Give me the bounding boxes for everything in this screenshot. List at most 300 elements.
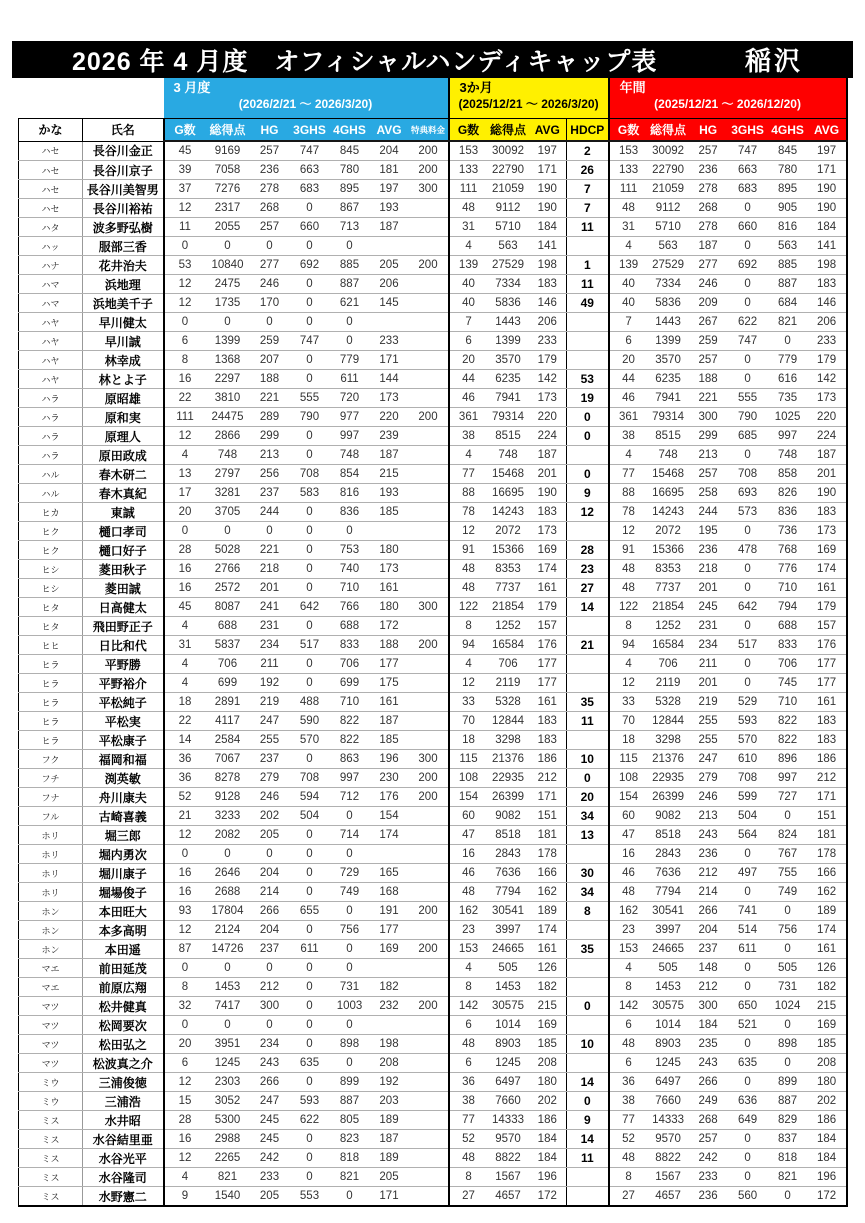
year-4ghs-cell: 735: [768, 389, 808, 408]
march-avg-cell: [370, 522, 409, 541]
quarter-total-cell: 12844: [488, 712, 529, 731]
march-hg-cell: 236: [250, 161, 290, 180]
name-cell: 長谷川裕祐: [83, 199, 164, 218]
name-cell: 水野憲二: [83, 1187, 164, 1207]
name-cell: 古崎喜義: [83, 807, 164, 826]
march-fee-cell: 200: [409, 940, 449, 959]
year-games-cell: 23: [609, 921, 648, 940]
group-label-quarter: 3か月: [459, 80, 493, 95]
quarter-games-cell: 48: [449, 199, 488, 218]
march-total-cell: 0: [206, 237, 250, 256]
year-hg-cell: 244: [689, 503, 728, 522]
kana-cell: ヒク: [19, 522, 83, 541]
march-hg-cell: 256: [250, 465, 290, 484]
table-row: [19, 674, 847, 693]
march-3ghs-cell: 0: [290, 446, 330, 465]
quarter-total-cell: 3997: [488, 921, 529, 940]
quarter-games-cell: 44: [449, 370, 488, 389]
march-games-cell: 9: [164, 1187, 206, 1207]
march-games-cell: 22: [164, 712, 206, 731]
hdcp-cell: 49: [567, 294, 609, 313]
march-3ghs-cell: 611: [290, 940, 330, 959]
march-fee-cell: [409, 389, 449, 408]
table-row: [19, 522, 847, 541]
year-3ghs-cell: 642: [728, 598, 768, 617]
year-avg-cell: 169: [808, 541, 847, 560]
quarter-games-cell: 38: [449, 1092, 488, 1111]
march-hg-cell: 201: [250, 579, 290, 598]
quarter-total-cell: 30541: [488, 902, 529, 921]
kana-cell: ハル: [19, 465, 83, 484]
march-games-cell: 93: [164, 902, 206, 921]
kana-cell: ヒカ: [19, 503, 83, 522]
quarter-games-cell: 60: [449, 807, 488, 826]
name-cell: 前田延茂: [83, 959, 164, 978]
year-avg-cell: 186: [808, 1111, 847, 1130]
hdcp-cell: [567, 845, 609, 864]
march-3ghs-cell: 0: [290, 655, 330, 674]
table-row: [19, 788, 847, 807]
year-avg-cell: 157: [808, 617, 847, 636]
year-hg-cell: 255: [689, 712, 728, 731]
col-header-march-avg: AVG: [370, 119, 409, 142]
quarter-total-cell: 26399: [488, 788, 529, 807]
year-hg-cell: 278: [689, 218, 728, 237]
march-4ghs-cell: 836: [330, 503, 370, 522]
march-hg-cell: 234: [250, 636, 290, 655]
year-3ghs-cell: 0: [728, 275, 768, 294]
march-3ghs-cell: 708: [290, 769, 330, 788]
quarter-avg-cell: 202: [529, 1092, 567, 1111]
kana-cell: ハラ: [19, 446, 83, 465]
quarter-games-cell: 38: [449, 427, 488, 446]
quarter-total-cell: 27529: [488, 256, 529, 275]
hdcp-cell: 14: [567, 1073, 609, 1092]
year-hg-cell: 266: [689, 1073, 728, 1092]
year-total-cell: 2072: [648, 522, 689, 541]
quarter-games-cell: 139: [449, 256, 488, 275]
quarter-avg-cell: 179: [529, 598, 567, 617]
table-row: [19, 237, 847, 256]
kana-cell: マツ: [19, 1016, 83, 1035]
name-cell: 原理人: [83, 427, 164, 446]
name-cell: 飛田野正子: [83, 617, 164, 636]
kana-cell: ハヤ: [19, 370, 83, 389]
hdcp-cell: 1: [567, 256, 609, 275]
year-3ghs-cell: 685: [728, 427, 768, 446]
kana-cell: マツ: [19, 1054, 83, 1073]
march-games-cell: 22: [164, 389, 206, 408]
march-3ghs-cell: 692: [290, 256, 330, 275]
table-row: [19, 560, 847, 579]
hdcp-cell: 30: [567, 864, 609, 883]
year-games-cell: 16: [609, 845, 648, 864]
march-hg-cell: 188: [250, 370, 290, 389]
march-hg-cell: 246: [250, 275, 290, 294]
year-hg-cell: 201: [689, 579, 728, 598]
march-hg-cell: 192: [250, 674, 290, 693]
march-3ghs-cell: 0: [290, 503, 330, 522]
name-cell: 林幸成: [83, 351, 164, 370]
march-4ghs-cell: 611: [330, 370, 370, 389]
quarter-games-cell: 162: [449, 902, 488, 921]
name-cell: 福岡和福: [83, 750, 164, 769]
year-3ghs-cell: 0: [728, 1073, 768, 1092]
year-hg-cell: 247: [689, 750, 728, 769]
table-row: [19, 1035, 847, 1054]
name-cell: 三浦俊徳: [83, 1073, 164, 1092]
march-avg-cell: 208: [370, 1054, 409, 1073]
year-avg-cell: 202: [808, 1092, 847, 1111]
name-cell: 平松康子: [83, 731, 164, 750]
march-games-cell: 31: [164, 636, 206, 655]
table-row: [19, 921, 847, 940]
quarter-avg-cell: 162: [529, 883, 567, 902]
quarter-avg-cell: 173: [529, 522, 567, 541]
kana-cell: ヒラ: [19, 674, 83, 693]
year-total-cell: 7737: [648, 579, 689, 598]
march-fee-cell: [409, 465, 449, 484]
year-3ghs-cell: 692: [728, 256, 768, 275]
march-total-cell: 2572: [206, 579, 250, 598]
year-4ghs-cell: 0: [768, 940, 808, 959]
kana-cell: ハッ: [19, 237, 83, 256]
kana-cell: ミス: [19, 1130, 83, 1149]
march-avg-cell: 171: [370, 351, 409, 370]
year-total-cell: 1567: [648, 1168, 689, 1187]
name-cell: 本多高明: [83, 921, 164, 940]
march-games-cell: 32: [164, 997, 206, 1016]
march-hg-cell: 268: [250, 199, 290, 218]
march-hg-cell: 247: [250, 712, 290, 731]
year-avg-cell: 187: [808, 446, 847, 465]
quarter-games-cell: 48: [449, 883, 488, 902]
march-3ghs-cell: 655: [290, 902, 330, 921]
hdcp-cell: 34: [567, 883, 609, 902]
year-total-cell: 706: [648, 655, 689, 674]
hdcp-cell: 27: [567, 579, 609, 598]
march-avg-cell: 188: [370, 636, 409, 655]
march-total-cell: 2584: [206, 731, 250, 750]
quarter-games-cell: 4: [449, 959, 488, 978]
kana-cell: ハセ: [19, 141, 83, 161]
march-fee-cell: [409, 522, 449, 541]
year-hg-cell: 221: [689, 389, 728, 408]
name-cell: 松井健真: [83, 997, 164, 1016]
year-avg-cell: 179: [808, 598, 847, 617]
year-total-cell: 8903: [648, 1035, 689, 1054]
quarter-avg-cell: 184: [529, 218, 567, 237]
quarter-avg-cell: 142: [529, 370, 567, 389]
year-hg-cell: 201: [689, 674, 728, 693]
quarter-avg-cell: 185: [529, 1035, 567, 1054]
march-avg-cell: 181: [370, 161, 409, 180]
year-total-cell: 3298: [648, 731, 689, 750]
quarter-total-cell: 4657: [488, 1187, 529, 1207]
year-3ghs-cell: 517: [728, 636, 768, 655]
march-fee-cell: [409, 1168, 449, 1187]
march-hg-cell: 221: [250, 541, 290, 560]
year-games-cell: 142: [609, 997, 648, 1016]
quarter-games-cell: 4: [449, 655, 488, 674]
quarter-games-cell: 78: [449, 503, 488, 522]
year-hg-cell: 148: [689, 959, 728, 978]
march-hg-cell: 237: [250, 484, 290, 503]
march-3ghs-cell: 0: [290, 1035, 330, 1054]
march-3ghs-cell: 683: [290, 180, 330, 199]
group-header-march: [164, 78, 449, 119]
year-avg-cell: 190: [808, 484, 847, 503]
year-hg-cell: 243: [689, 1054, 728, 1073]
march-total-cell: 24475: [206, 408, 250, 427]
march-total-cell: 3281: [206, 484, 250, 503]
march-fee-cell: 200: [409, 161, 449, 180]
year-3ghs-cell: 0: [728, 1168, 768, 1187]
march-total-cell: 2265: [206, 1149, 250, 1168]
year-4ghs-cell: 0: [768, 1016, 808, 1035]
year-total-cell: 9570: [648, 1130, 689, 1149]
quarter-total-cell: 7660: [488, 1092, 529, 1111]
kana-cell: ハセ: [19, 180, 83, 199]
quarter-avg-cell: 174: [529, 560, 567, 579]
march-3ghs-cell: 635: [290, 1054, 330, 1073]
hdcp-cell: [567, 351, 609, 370]
year-3ghs-cell: 564: [728, 826, 768, 845]
hdcp-cell: 11: [567, 218, 609, 237]
march-4ghs-cell: 816: [330, 484, 370, 503]
quarter-total-cell: 9570: [488, 1130, 529, 1149]
year-hg-cell: 234: [689, 636, 728, 655]
march-4ghs-cell: 0: [330, 902, 370, 921]
kana-cell: ヒラ: [19, 731, 83, 750]
march-3ghs-cell: 0: [290, 1168, 330, 1187]
hdcp-cell: 23: [567, 560, 609, 579]
quarter-games-cell: 108: [449, 769, 488, 788]
march-3ghs-cell: 0: [290, 845, 330, 864]
col-header-quarter-avg: AVG: [529, 119, 567, 142]
march-avg-cell: 189: [370, 1149, 409, 1168]
march-fee-cell: [409, 503, 449, 522]
year-games-cell: 6: [609, 332, 648, 351]
year-3ghs-cell: 497: [728, 864, 768, 883]
table-row: [19, 370, 847, 389]
year-hg-cell: 204: [689, 921, 728, 940]
march-hg-cell: 300: [250, 997, 290, 1016]
year-total-cell: 30541: [648, 902, 689, 921]
year-avg-cell: 173: [808, 389, 847, 408]
year-3ghs-cell: 790: [728, 408, 768, 427]
hdcp-cell: 34: [567, 807, 609, 826]
march-total-cell: 4117: [206, 712, 250, 731]
hdcp-cell: [567, 237, 609, 256]
year-3ghs-cell: 649: [728, 1111, 768, 1130]
march-fee-cell: [409, 446, 449, 465]
march-total-cell: 2891: [206, 693, 250, 712]
quarter-avg-cell: 197: [529, 141, 567, 161]
march-games-cell: 12: [164, 275, 206, 294]
title-bar: [12, 41, 853, 78]
col-header-year-4ghs: 4GHS: [768, 119, 808, 142]
hdcp-cell: 2: [567, 141, 609, 161]
table-row: [19, 1149, 847, 1168]
name-cell: 林とよ子: [83, 370, 164, 389]
march-4ghs-cell: 0: [330, 845, 370, 864]
march-4ghs-cell: 895: [330, 180, 370, 199]
name-cell: 本田旺大: [83, 902, 164, 921]
year-games-cell: 52: [609, 1130, 648, 1149]
quarter-total-cell: 6235: [488, 370, 529, 389]
march-hg-cell: 221: [250, 389, 290, 408]
quarter-avg-cell: 172: [529, 1187, 567, 1207]
march-avg-cell: 187: [370, 218, 409, 237]
year-hg-cell: 268: [689, 1111, 728, 1130]
year-avg-cell: 183: [808, 712, 847, 731]
year-hg-cell: 184: [689, 1016, 728, 1035]
march-total-cell: 8278: [206, 769, 250, 788]
march-4ghs-cell: 621: [330, 294, 370, 313]
march-avg-cell: 185: [370, 503, 409, 522]
name-cell: 水谷光平: [83, 1149, 164, 1168]
name-cell: 堀三郎: [83, 826, 164, 845]
march-games-cell: 12: [164, 921, 206, 940]
year-4ghs-cell: 563: [768, 237, 808, 256]
kana-cell: ヒク: [19, 541, 83, 560]
year-4ghs-cell: 829: [768, 1111, 808, 1130]
march-fee-cell: [409, 1187, 449, 1207]
march-3ghs-cell: 0: [290, 921, 330, 940]
march-fee-cell: [409, 921, 449, 940]
march-3ghs-cell: 660: [290, 218, 330, 237]
march-games-cell: 8: [164, 978, 206, 997]
march-fee-cell: [409, 1016, 449, 1035]
year-hg-cell: 236: [689, 161, 728, 180]
quarter-games-cell: 361: [449, 408, 488, 427]
march-games-cell: 21: [164, 807, 206, 826]
name-cell: 水谷隆司: [83, 1168, 164, 1187]
year-total-cell: 3570: [648, 351, 689, 370]
march-3ghs-cell: 663: [290, 161, 330, 180]
march-hg-cell: 246: [250, 788, 290, 807]
hdcp-cell: 19: [567, 389, 609, 408]
quarter-avg-cell: 161: [529, 940, 567, 959]
quarter-avg-cell: 190: [529, 199, 567, 218]
year-3ghs-cell: 650: [728, 997, 768, 1016]
march-avg-cell: 165: [370, 864, 409, 883]
march-avg-cell: [370, 1016, 409, 1035]
year-3ghs-cell: 555: [728, 389, 768, 408]
quarter-avg-cell: 215: [529, 997, 567, 1016]
year-3ghs-cell: 478: [728, 541, 768, 560]
year-games-cell: 20: [609, 351, 648, 370]
march-fee-cell: [409, 693, 449, 712]
march-games-cell: 20: [164, 1035, 206, 1054]
march-3ghs-cell: 642: [290, 598, 330, 617]
quarter-avg-cell: 187: [529, 446, 567, 465]
year-avg-cell: 181: [808, 826, 847, 845]
table-row: [19, 579, 847, 598]
quarter-avg-cell: 220: [529, 408, 567, 427]
quarter-games-cell: 111: [449, 180, 488, 199]
kana-cell: ヒラ: [19, 712, 83, 731]
table-row: [19, 1092, 847, 1111]
march-total-cell: 2297: [206, 370, 250, 389]
march-avg-cell: 172: [370, 617, 409, 636]
year-games-cell: 88: [609, 484, 648, 503]
march-avg-cell: [370, 313, 409, 332]
year-4ghs-cell: 818: [768, 1149, 808, 1168]
kana-cell: フチ: [19, 769, 83, 788]
quarter-games-cell: 142: [449, 997, 488, 1016]
year-4ghs-cell: 845: [768, 141, 808, 161]
march-hg-cell: 259: [250, 332, 290, 351]
kana-cell: マツ: [19, 1035, 83, 1054]
year-3ghs-cell: 663: [728, 161, 768, 180]
col-header-march-hg: HG: [250, 119, 290, 142]
hdcp-cell: 28: [567, 541, 609, 560]
name-cell: 平野裕介: [83, 674, 164, 693]
name-cell: 長谷川金正: [83, 141, 164, 161]
year-avg-cell: 186: [808, 750, 847, 769]
march-games-cell: 16: [164, 370, 206, 389]
march-total-cell: 2317: [206, 199, 250, 218]
march-games-cell: 53: [164, 256, 206, 275]
march-hg-cell: 202: [250, 807, 290, 826]
quarter-total-cell: 21059: [488, 180, 529, 199]
table-row: [19, 1168, 847, 1187]
year-total-cell: 7636: [648, 864, 689, 883]
group-dates-year: (2025/12/21 ～ 2026/12/20): [654, 97, 801, 111]
year-hg-cell: 246: [689, 788, 728, 807]
march-fee-cell: [409, 560, 449, 579]
quarter-avg-cell: 186: [529, 1111, 567, 1130]
year-total-cell: 5328: [648, 693, 689, 712]
table-row: [19, 655, 847, 674]
hdcp-cell: [567, 617, 609, 636]
march-total-cell: 2475: [206, 275, 250, 294]
kana-cell: ヒヒ: [19, 636, 83, 655]
year-3ghs-cell: 0: [728, 883, 768, 902]
year-total-cell: 21376: [648, 750, 689, 769]
year-hg-cell: 257: [689, 351, 728, 370]
year-4ghs-cell: 822: [768, 731, 808, 750]
year-4ghs-cell: 836: [768, 503, 808, 522]
march-avg-cell: 187: [370, 712, 409, 731]
quarter-games-cell: 48: [449, 1149, 488, 1168]
year-hg-cell: 258: [689, 484, 728, 503]
quarter-avg-cell: 179: [529, 351, 567, 370]
year-total-cell: 4657: [648, 1187, 689, 1207]
year-avg-cell: 220: [808, 408, 847, 427]
march-hg-cell: 204: [250, 864, 290, 883]
name-cell: 平松純子: [83, 693, 164, 712]
march-total-cell: 0: [206, 845, 250, 864]
year-3ghs-cell: 0: [728, 560, 768, 579]
quarter-avg-cell: 183: [529, 712, 567, 731]
march-4ghs-cell: 887: [330, 275, 370, 294]
march-total-cell: 1735: [206, 294, 250, 313]
year-avg-cell: 174: [808, 560, 847, 579]
march-4ghs-cell: 899: [330, 1073, 370, 1092]
march-fee-cell: 300: [409, 750, 449, 769]
table-row: [19, 332, 847, 351]
quarter-total-cell: 5836: [488, 294, 529, 313]
year-avg-cell: 171: [808, 788, 847, 807]
march-avg-cell: 215: [370, 465, 409, 484]
year-games-cell: 31: [609, 218, 648, 237]
march-3ghs-cell: 622: [290, 1111, 330, 1130]
year-games-cell: 60: [609, 807, 648, 826]
kana-cell: ヒシ: [19, 560, 83, 579]
